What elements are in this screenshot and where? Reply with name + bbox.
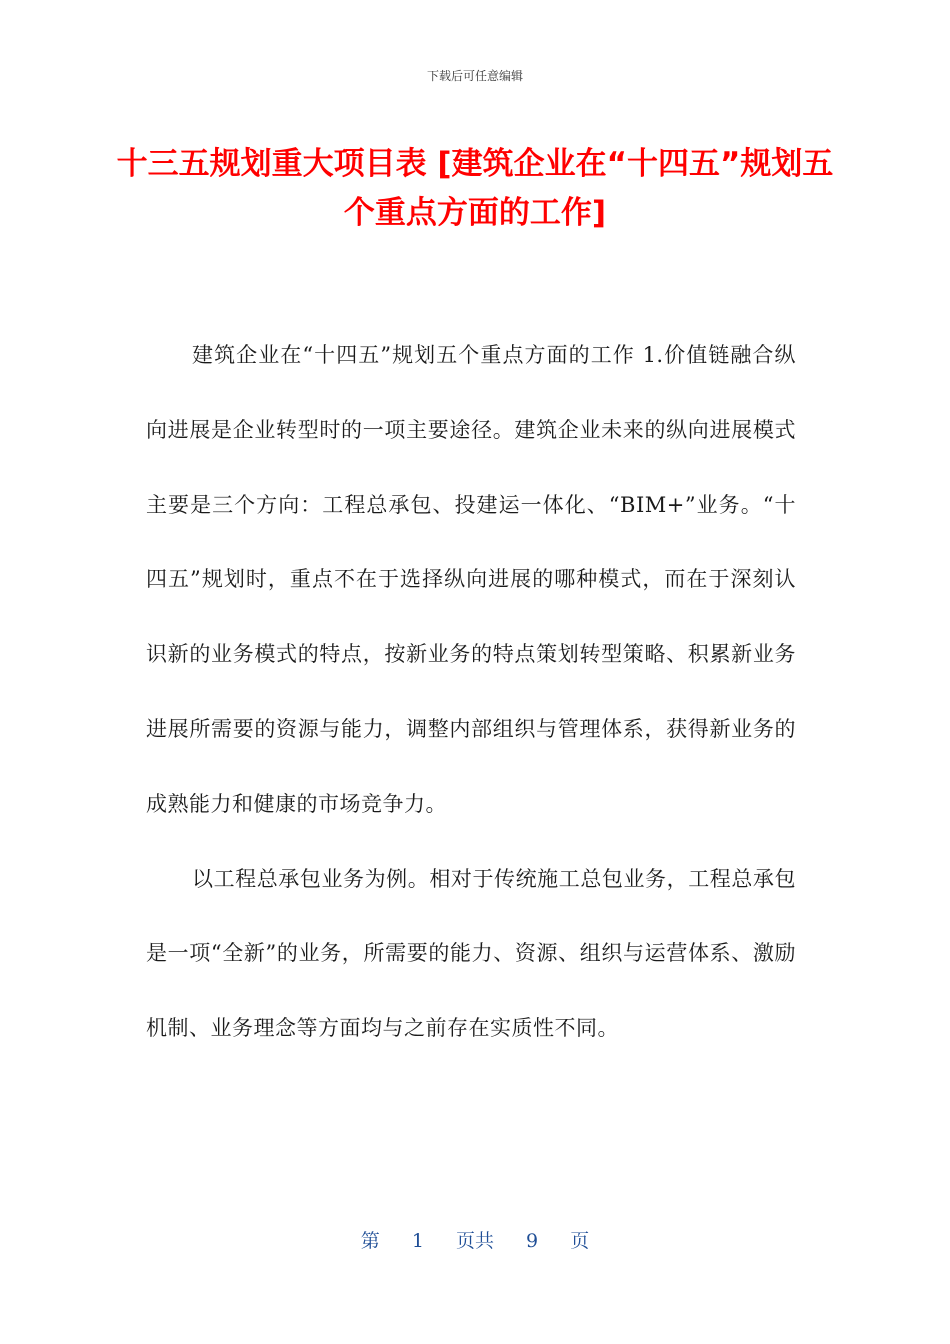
document-body	[146, 318, 796, 1066]
footer-prefix: 第	[360, 1230, 380, 1252]
header-note: 下载后可任意编辑	[426, 69, 523, 83]
footer-middle: 页共	[455, 1230, 494, 1252]
page-footer	[0, 1226, 950, 1253]
current-page-number: 1	[411, 1230, 424, 1252]
paragraph-2: 以工程总承包业务为例。相对于传统施工总包业务，工程总承包是一项“全新”的业务，所需要的能力、资源、组织与运营体系、激励机制、业务理念等方面均与之前存在实质性不同。	[146, 866, 796, 1041]
footer-suffix: 页	[570, 1230, 590, 1252]
paragraph-1: 建筑企业在“十四五”规划五个重点方面的工作 1.价值链融合纵向进展是企业转型时的一项主要途径。建筑企业未来的纵向进展模式主要是三个方向：工程总承包、投建运一体化、“BIM+”业务。“十四五”规划时，重点不在于选择纵向进展的哪种模式，而在于深刻认识新的业务模式的特点，按新业务的特点策划转型策略、积累新业务进展所需要的资源与能力，调整内部组织与管理体系，获得新业务的成熟能力和健康的市场竞争力。	[146, 343, 796, 816]
total-pages-number: 9	[526, 1230, 539, 1252]
document-title: 十三五规划重大项目表 [建筑企业在“十四五”规划五个重点方面的工作]	[116, 146, 834, 231]
